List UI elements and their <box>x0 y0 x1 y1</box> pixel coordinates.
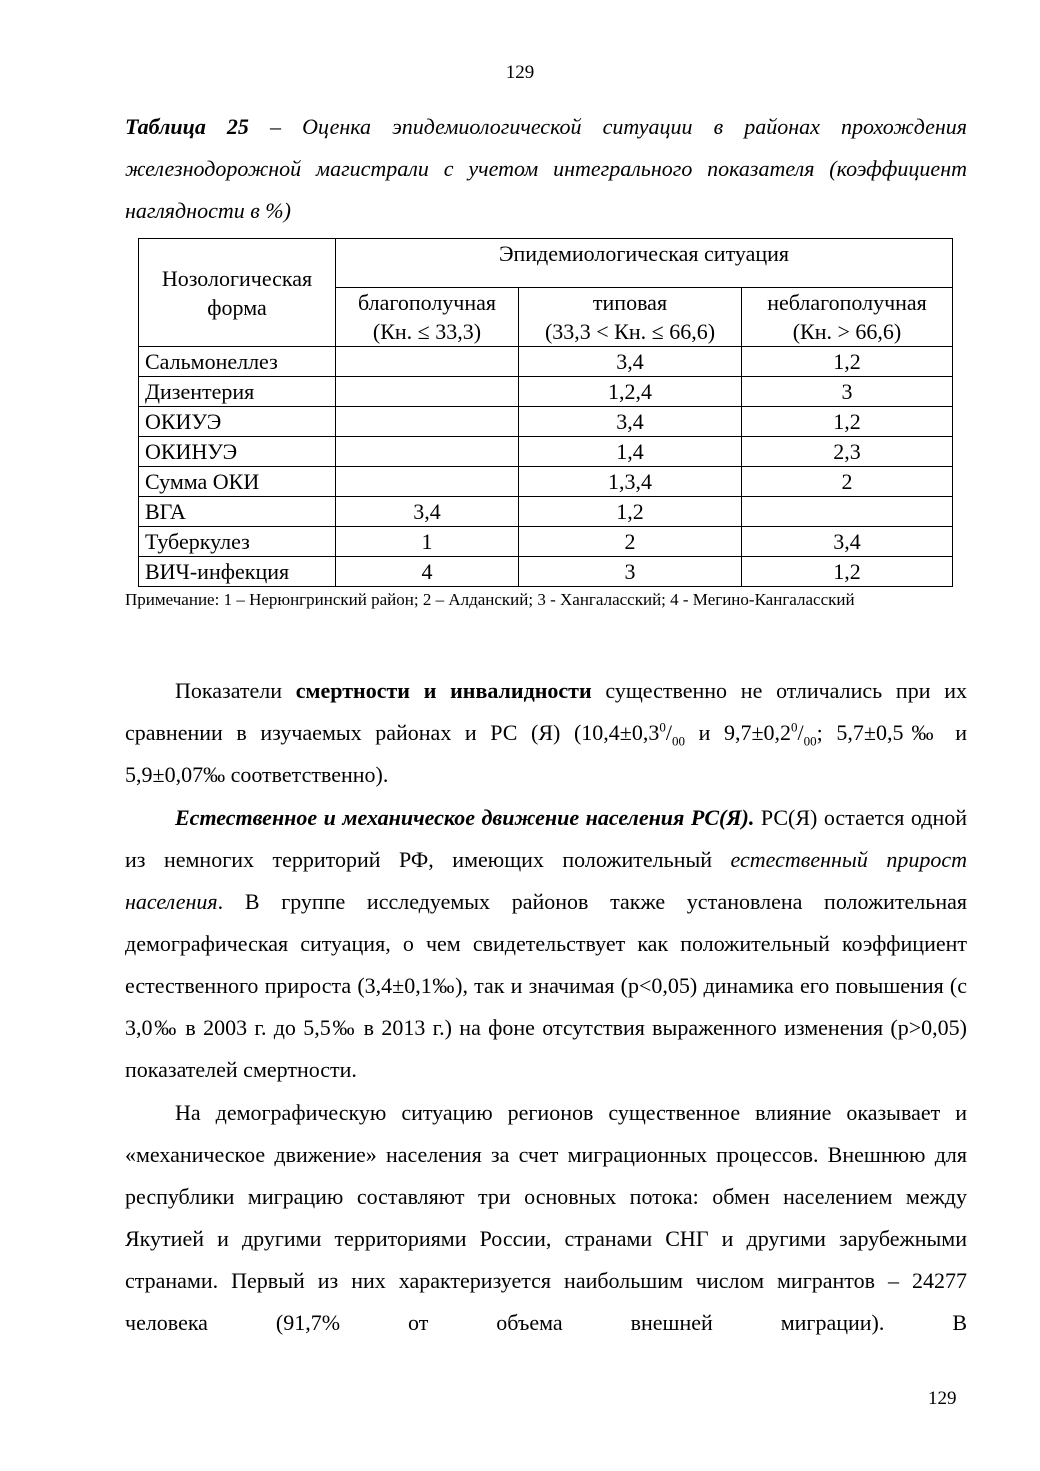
header-favorable-range: (Кн. ≤ 33,3) <box>372 319 482 344</box>
paragraph-population-movement <box>125 797 967 1091</box>
cell-typical: 3,4 <box>519 407 742 437</box>
para1-text-3: и 9,7±0,2 <box>685 720 792 745</box>
para2-italic: естественный прирост населения <box>125 847 967 914</box>
header-epidemiological-situation: Эпидемиологическая ситуация <box>336 239 953 288</box>
page-number-bottom: 129 <box>928 1388 957 1409</box>
row-form: Сальмонеллез <box>139 347 336 377</box>
cell-favorable <box>336 407 519 437</box>
header-unfavorable <box>742 288 953 347</box>
para2-text-2: . В группе исследуемых районов также установлена положительная демографическая ситуация, о чем свидетельствует как положительный коэффициент естественного прироста (3,4±0,1‰), так и значимая (р<0,05) динамика его повышения (с 3,0‰ в 2003 г. до 5,5‰ в 2013 г.) на фоне отсутствия выраженного изменения (р>0,05) показателей смертности. <box>125 889 967 1082</box>
table-row <box>139 557 953 587</box>
row-form: ВГА <box>139 497 336 527</box>
table-row <box>139 407 953 437</box>
table-header-row <box>139 239 953 288</box>
row-form: ОКИУЭ <box>139 407 336 437</box>
cell-unfavorable: 2,3 <box>742 437 953 467</box>
paragraph-mortality <box>125 670 967 796</box>
cell-favorable <box>336 467 519 497</box>
header-favorable <box>336 288 519 347</box>
cell-unfavorable: 1,2 <box>742 557 953 587</box>
row-form: Туберкулез <box>139 527 336 557</box>
row-form: Дизентерия <box>139 377 336 407</box>
header-unfavorable-range: (Кн. > 66,6) <box>792 319 902 344</box>
table-caption-label: Таблица 25 <box>125 114 249 139</box>
header-unfavorable-name: неблагополучная <box>767 290 927 315</box>
cell-typical: 2 <box>519 527 742 557</box>
cell-favorable: 1 <box>336 527 519 557</box>
row-form: Сумма ОКИ <box>139 467 336 497</box>
cell-unfavorable <box>742 497 953 527</box>
table-caption-text: – Оценка эпидемиологической ситуации в районах прохождения железнодорожной магистрали с учетом интегрального показателя (коэффициент наглядности в %) <box>125 114 967 223</box>
cell-unfavorable: 3 <box>742 377 953 407</box>
cell-favorable <box>336 377 519 407</box>
header-typical <box>519 288 742 347</box>
table-caption <box>125 106 967 232</box>
table-row <box>139 497 953 527</box>
body-text <box>125 670 967 1345</box>
table-row <box>139 467 953 497</box>
row-form: ВИЧ-инфекция <box>139 557 336 587</box>
cell-typical: 1,2,4 <box>519 377 742 407</box>
per-ten-thousand-sup-2: 0 <box>791 719 798 735</box>
cell-favorable: 4 <box>336 557 519 587</box>
row-form: ОКИНУЭ <box>139 437 336 467</box>
cell-typical: 1,4 <box>519 437 742 467</box>
paragraph-migration: На демографическую ситуацию регионов существенное влияние оказывает и «механическое движение» населения за счет миграционных процессов. Внешнюю для республики миграцию составляют три основных потока: обмен населением между Якутией и другими территориями России, странами СНГ и другими зарубежными странами. Первый из них характеризуется наибольшим числом мигрантов – 24277 человека (91,7% от объема внешней миграции). В <box>125 1100 967 1335</box>
cell-typical: 3 <box>519 557 742 587</box>
para2-heading: Естественное и механическое движение населения РС(Я). <box>175 805 755 830</box>
per-ten-thousand-slash-1: / <box>665 720 672 745</box>
cell-unfavorable: 1,2 <box>742 407 953 437</box>
per-ten-thousand-sub-1: 00 <box>672 733 685 749</box>
table-row <box>139 437 953 467</box>
table-row <box>139 347 953 377</box>
para1-text-1: Показатели <box>175 678 296 703</box>
cell-favorable <box>336 437 519 467</box>
per-ten-thousand-sub-2: 00 <box>803 733 817 749</box>
cell-typical: 1,3,4 <box>519 467 742 497</box>
table-note: Примечание: 1 – Нерюнгринский район; 2 – Алданский; 3 - Хангаласский; 4 - Мегино-Кангаласский <box>125 590 855 609</box>
cell-favorable: 3,4 <box>336 497 519 527</box>
para1-bold: смертности и инвалидности <box>295 678 592 703</box>
para2-text-1: РС(Я) остается одной из немногих территорий РФ, имеющих положительный <box>125 805 967 872</box>
cell-unfavorable: 3,4 <box>742 527 953 557</box>
para1-text-4: ; 5,7±0,5‰ и 5,9±0,07‰ соответственно). <box>125 720 968 787</box>
table-row <box>139 527 953 557</box>
epidemiology-table <box>138 238 953 587</box>
page-number-top: 129 <box>505 62 535 83</box>
cell-unfavorable: 1,2 <box>742 347 953 377</box>
cell-typical: 1,2 <box>519 497 742 527</box>
per-ten-thousand-slash-2: / <box>797 720 804 745</box>
cell-unfavorable: 2 <box>742 467 953 497</box>
header-typical-range: (33,3 < Кн. ≤ 66,6) <box>544 319 716 344</box>
para1-text-2: существенно не отличались при их сравнении в изучаемых районах и РС (Я) (10,4±0,3 <box>125 678 967 745</box>
per-ten-thousand-sup-1: 0 <box>659 719 666 735</box>
header-nosological-form: Нозологическая форма <box>139 239 336 347</box>
header-typical-name: типовая <box>592 290 668 315</box>
cell-typical: 3,4 <box>519 347 742 377</box>
cell-favorable <box>336 347 519 377</box>
header-favorable-name: благополучная <box>357 290 497 315</box>
table-row <box>139 377 953 407</box>
